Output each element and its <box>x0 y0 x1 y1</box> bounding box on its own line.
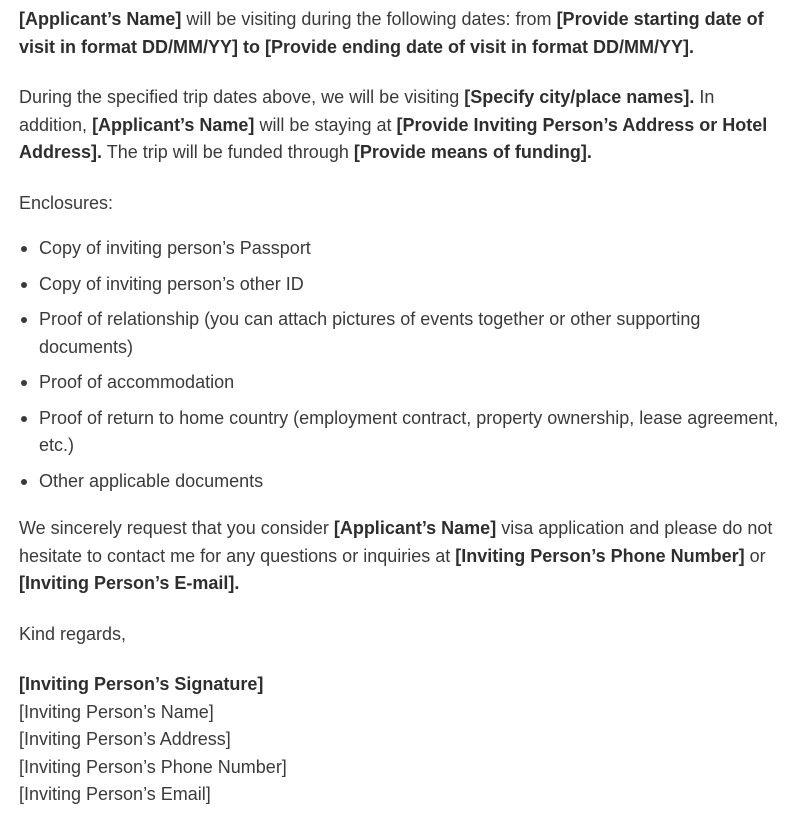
visit-dates-paragraph <box>19 6 782 61</box>
email-placeholder: [Inviting Person’s E-mail]. <box>19 573 240 593</box>
list-item: Copy of inviting person’s other ID <box>19 271 782 299</box>
places-placeholder: [Specify city/place names]. <box>464 87 695 107</box>
start-date-placeholder: [Provide starting date of visit in format DD/MM/YY] <box>19 9 764 57</box>
text-span: or <box>744 545 766 566</box>
signature-placeholder: [Inviting Person’s Signature] <box>19 674 264 694</box>
list-item: Copy of inviting person’s Passport <box>19 235 782 263</box>
enclosures-title: Enclosures: <box>19 192 114 213</box>
signature-block <box>19 671 782 809</box>
text-span: The trip will be funded through <box>102 142 354 162</box>
applicant-name-placeholder: [Applicant’s Name] <box>92 114 255 135</box>
trip-details-paragraph <box>19 84 782 167</box>
sender-address: [Inviting Person’s Address] <box>19 729 231 749</box>
sender-email: [Inviting Person’s Email] <box>19 784 211 804</box>
list-item: Other applicable documents <box>19 468 782 496</box>
text-span: will be staying at <box>254 114 397 135</box>
address-placeholder: [Provide Inviting Person’s Address or Hotel Address]. <box>19 114 768 162</box>
text-span: In addition, <box>19 87 715 135</box>
request-paragraph <box>19 515 782 598</box>
applicant-name-placeholder: [Applicant’s Name] <box>19 9 182 29</box>
text-span: We sincerely request that you consider <box>19 518 334 538</box>
enclosures-list <box>19 235 782 495</box>
phone-placeholder: [Inviting Person’s Phone Number] <box>455 545 745 566</box>
sender-name: [Inviting Person’s Name] <box>19 701 214 722</box>
sender-phone: [Inviting Person’s Phone Number] <box>19 756 287 777</box>
text-span: to <box>238 36 266 57</box>
text-span: During the specified trip dates above, we will be visiting <box>19 87 465 107</box>
funding-placeholder: [Provide means of funding]. <box>353 142 592 162</box>
closing-line: Kind regards, <box>19 623 127 644</box>
list-item: Proof of relationship (you can attach pictures of events together or other supporting documents) <box>19 306 782 361</box>
text-span: visa application and please do not hesitate to contact me for any questions or inquiries at <box>19 518 773 566</box>
applicant-name-placeholder: [Applicant’s Name] <box>333 518 497 538</box>
list-item: Proof of return to home country (employment contract, property ownership, lease agreement, etc.) <box>19 405 782 460</box>
text-span: will be visiting during the following dates: from <box>181 9 557 29</box>
end-date-placeholder: [Provide ending date of visit in format DD/MM/YY]. <box>265 36 695 57</box>
list-item: Proof of accommodation <box>19 369 782 397</box>
